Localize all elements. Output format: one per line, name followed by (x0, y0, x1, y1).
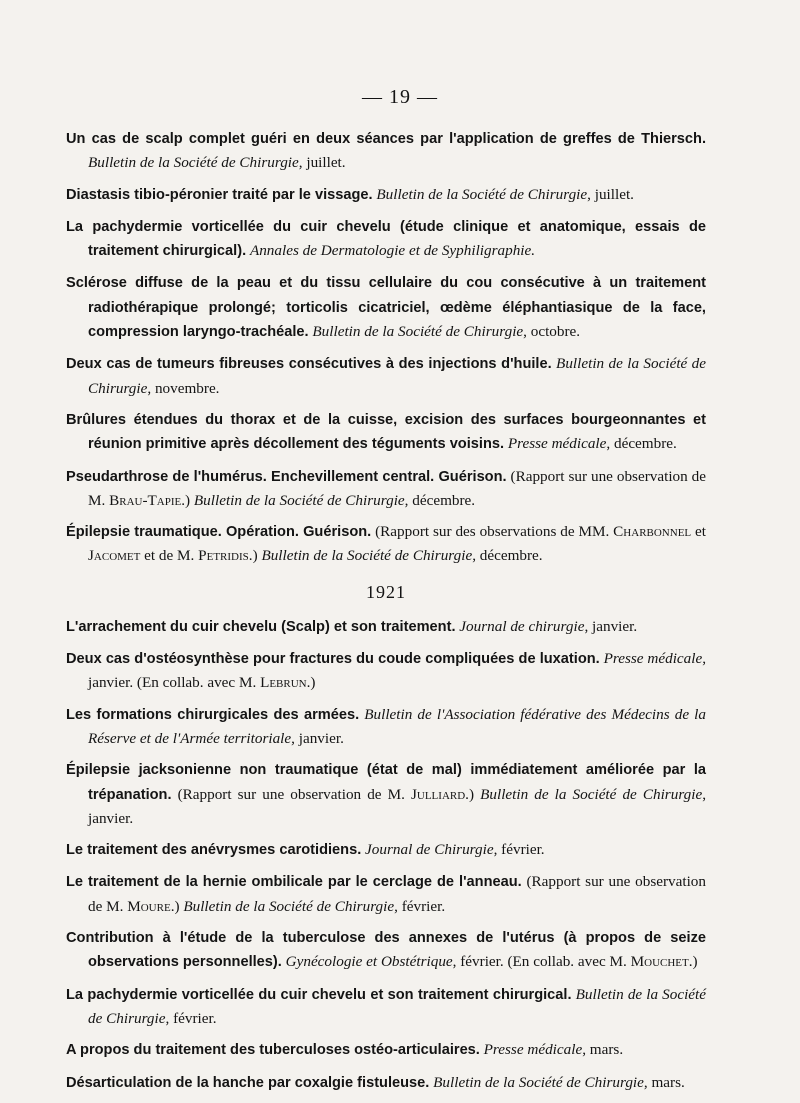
entry-note: .) (181, 491, 194, 509)
journal-name: Presse médicale (507, 435, 607, 453)
bibliography-entry (66, 703, 706, 751)
journal-name: Bulletin de la Société de Chirurgie (433, 1073, 644, 1091)
author-name: Petridis (198, 547, 249, 565)
entry-title: Désarticulation de la hanche par coxalgie fistuleuse. (66, 1074, 430, 1091)
journal-name: Gynécologie et Obstétrique (285, 953, 453, 971)
author-name: Julliard (410, 785, 466, 803)
journal-name: Presse médicale (483, 1041, 583, 1059)
entry-title: Le traitement des anévrysmes carotidiens. (66, 842, 362, 859)
bibliography-entry (66, 647, 706, 695)
year-heading: 1921 (366, 581, 406, 602)
entry-title: L'arrachement du cuir chevelu (Scalp) et son traitement. (66, 618, 456, 635)
entry-note: (Rapport sur des observations de MM. (375, 523, 614, 541)
entry-note: .) (248, 547, 262, 565)
journal-name: Bulletin de la Société de Chirurgie (376, 185, 588, 203)
entry-title: Les formations chirurgicales des armées. (66, 706, 360, 723)
entry-note: et de M. (140, 547, 199, 565)
author-name: Jacomet (88, 547, 141, 565)
entry-date: , juillet. (298, 154, 346, 172)
entry-date: , octobre. (523, 323, 581, 341)
entry-title: La pachydermie vorticellée du cuir chevelu (étude clinique et anatomique, essais de traitement chirurgical). (66, 218, 706, 260)
entry-date: , mars. (582, 1041, 624, 1059)
bibliography-entry (66, 615, 706, 639)
journal-name: Bulletin de la Société de Chirurgie (88, 355, 706, 397)
bibliography-entry (66, 926, 706, 975)
bibliography-entry (66, 520, 706, 568)
entry-title: Deux cas d'ostéosynthèse pour fractures du coude compliquées de luxation. (66, 651, 600, 668)
entry-note: .) (306, 674, 316, 692)
entry-title: Diastasis tibio-péronier traité par le vissage. (66, 186, 373, 203)
entry-note: .) (170, 897, 184, 915)
entry-note: (Rapport sur une observation de M. (88, 467, 707, 509)
entry-note: (Rapport sur une observation de M. (88, 873, 706, 915)
entry-title: La pachydermie vorticellée du cuir chevelu et son traitement chirurgical. (66, 986, 572, 1003)
journal-name: Bulletin de la Société de Chirurgie (261, 547, 473, 565)
entry-title: Épilepsie jacksonienne non traumatique (état de mal) immédiatement améliorée par la trépanation. (66, 762, 706, 803)
entry-title: Contribution à l'étude de la tuberculose des annexes de l'utérus (à propos de seize observations personnelles). (66, 930, 706, 971)
journal-name: Bulletin de la Société de Chirurgie (183, 897, 395, 915)
entry-note: (Rapport sur une observation de M. (177, 785, 411, 803)
entry-date: , janvier. (88, 785, 707, 827)
bibliography-entry (66, 215, 706, 264)
entry-title: Brûlures étendues du thorax et de la cuisse, excision des surfaces bourgeonnantes et réunion primitive après décollement des téguments voisins. (66, 411, 706, 453)
author-name: Charbonnel (613, 523, 692, 541)
entries-1920 (66, 127, 706, 568)
entry-date: , février. (En collab. avec M. (452, 953, 631, 971)
author-name: Brau-Tapie (109, 491, 182, 509)
entry-date: , janvier. (584, 617, 638, 635)
bibliography-entry (66, 465, 706, 513)
entry-title: Le traitement de la hernie ombilicale par le cerclage de l'anneau. (66, 874, 522, 891)
entries-1921 (66, 615, 706, 1095)
entry-date: , janvier. (En collab. avec M. (88, 650, 707, 692)
bibliography-entry (66, 1038, 706, 1062)
entry-date: , février. (394, 897, 446, 915)
entry-date: , décembre. (606, 435, 677, 453)
entry-title: Sclérose diffuse de la peau et du tissu cellulaire du cou consécutive à un traitement radiothérapique prolongé; torticolis cicatriciel, œdème éléphantiasique de la face, compression laryngo-trachéale. (66, 275, 706, 341)
entry-date: , juillet. (587, 185, 634, 203)
entry-date: , décembre. (472, 547, 543, 565)
bibliography-entry (66, 408, 706, 457)
journal-name: Annales de Dermatologie et de Syphiligraphie. (249, 242, 536, 260)
page-number: — 19 — (362, 86, 438, 108)
entry-title: Pseudarthrose de l'humérus. Enchevillement central. Guérison. (66, 468, 507, 485)
journal-name: Bulletin de la Société de Chirurgie (193, 491, 405, 509)
bibliography-entry (66, 127, 706, 175)
bibliography-entry (66, 1071, 706, 1095)
author-name: Mouchet (630, 953, 689, 971)
bibliography-entry (66, 758, 706, 830)
entry-date: , février. (493, 841, 545, 859)
entry-note: .) (465, 785, 481, 803)
entry-date: , novembre. (147, 379, 220, 397)
entry-title: A propos du traitement des tuberculoses ostéo-articulaires. (66, 1042, 480, 1059)
entry-note: .) (688, 953, 698, 971)
entry-date: , décembre. (404, 491, 476, 509)
entry-title: Épilepsie traumatique. Opération. Guérison. (66, 524, 372, 541)
entry-note: et (691, 523, 706, 541)
journal-name: Bulletin de la Société de Chirurgie (88, 154, 299, 172)
bibliography-entry (66, 271, 706, 344)
bibliography-entry (66, 838, 706, 862)
journal-name: Bulletin de la Société de Chirurgie (312, 323, 524, 341)
author-name: Moure (127, 897, 171, 915)
bibliography-entry (66, 983, 706, 1031)
entry-date: , mars. (643, 1073, 685, 1091)
bibliography-entry (66, 183, 706, 207)
entry-date: , février. (165, 1009, 217, 1027)
bibliography-entry (66, 870, 706, 918)
bibliography-entry (66, 352, 706, 400)
journal-name: Journal de Chirurgie (365, 841, 494, 859)
entry-title: Un cas de scalp complet guéri en deux séances par l'application de greffes de Thiersch. (66, 131, 706, 147)
journal-name: Bulletin de l'Association fédérative des Médecins de la Réserve et de l'Armée territoriale (88, 705, 706, 747)
entry-date: , janvier. (291, 729, 344, 747)
journal-name: Bulletin de la Société de Chirurgie (480, 785, 703, 803)
entry-title: Deux cas de tumeurs fibreuses consécutives à des injections d'huile. (66, 356, 552, 373)
bibliography-list (66, 127, 706, 1103)
journal-name: Bulletin de la Société de Chirurgie (88, 985, 707, 1027)
journal-name: Presse médicale (603, 650, 703, 668)
journal-name: Journal de chirurgie (459, 617, 585, 635)
author-name: Lebrun (260, 674, 307, 692)
